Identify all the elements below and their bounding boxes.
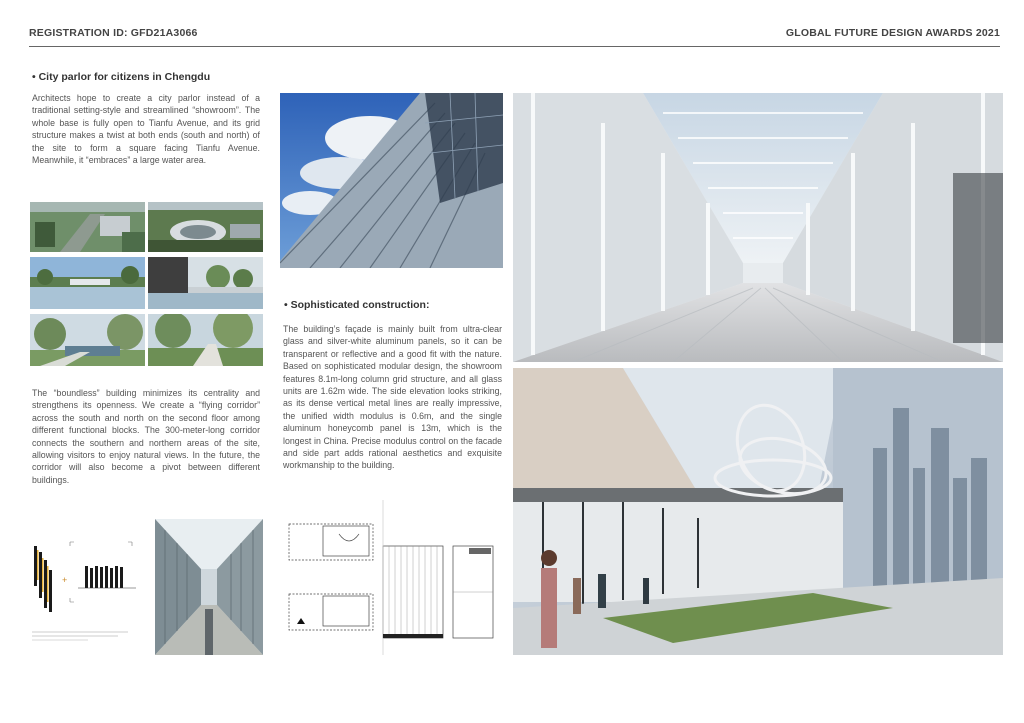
header-divider: [29, 46, 1000, 47]
section-title-city-parlor: • City parlor for citizens in Chengdu: [32, 71, 211, 83]
construction-paragraph: The building’s façade is mainly built from ultra-clear glass and silver-white aluminum panels, so it can be transparent or reflective and a good fit with the nature. Based on sophisticated modular design, the showroom features 8.1m-long column grid structure, and all glass units are 1.62m wide. The side elevation looks striking, as its dense vertical metal lines are really impressive, the unified width modulus is 0.6m, and the single aluminum honeycomb panel is 13m, which is the longest in China. Precise modulus control on the facade and side part adds rational aesthetics and exquisite workmanship to the building.: [283, 324, 502, 471]
city-parlor-paragraph: Architects hope to create a city parlor instead of a traditional setting-style and streamlined “showroom”. The whole base is fully open to Tianfu Avenue, and its grid structure makes a twist at both ends (south and north) of the site to form a square facing Tianfu Avenue. Meanwhile, it “embraces” a large water area.: [32, 93, 260, 166]
waterfront-render-1: [30, 257, 145, 309]
atrium-render: [513, 368, 1003, 655]
corridor-render: [155, 519, 263, 655]
waterfront-render-2: [148, 257, 263, 309]
garden-render-2: [148, 314, 263, 366]
interior-corridor-render: [513, 93, 1003, 362]
facade-sky-photo: [280, 93, 503, 268]
section-title-construction: • Sophisticated construction:: [284, 299, 430, 311]
aerial-render-1: [30, 202, 145, 252]
garden-render-1: [30, 314, 145, 366]
svg-text:+: +: [62, 575, 68, 585]
concept-diagram: [28, 520, 150, 655]
registration-id: REGISTRATION ID: GFD21A3066: [29, 27, 198, 39]
aerial-render-2: [148, 202, 263, 252]
boundless-paragraph: The “boundless” building minimizes its centrality and strengthens its openness. We create a “flying corridor” across the south and north on the second floor among different functional blocks. The 300-meter-long corridor connects the southern and northern areas of the site, allowing visitors to enjoy natural views. In the future, the corridor will also become a pivot between different buildings.: [32, 388, 260, 485]
elevation-drawings: [283, 500, 503, 655]
award-title: GLOBAL FUTURE DESIGN AWARDS 2021: [785, 27, 1000, 39]
